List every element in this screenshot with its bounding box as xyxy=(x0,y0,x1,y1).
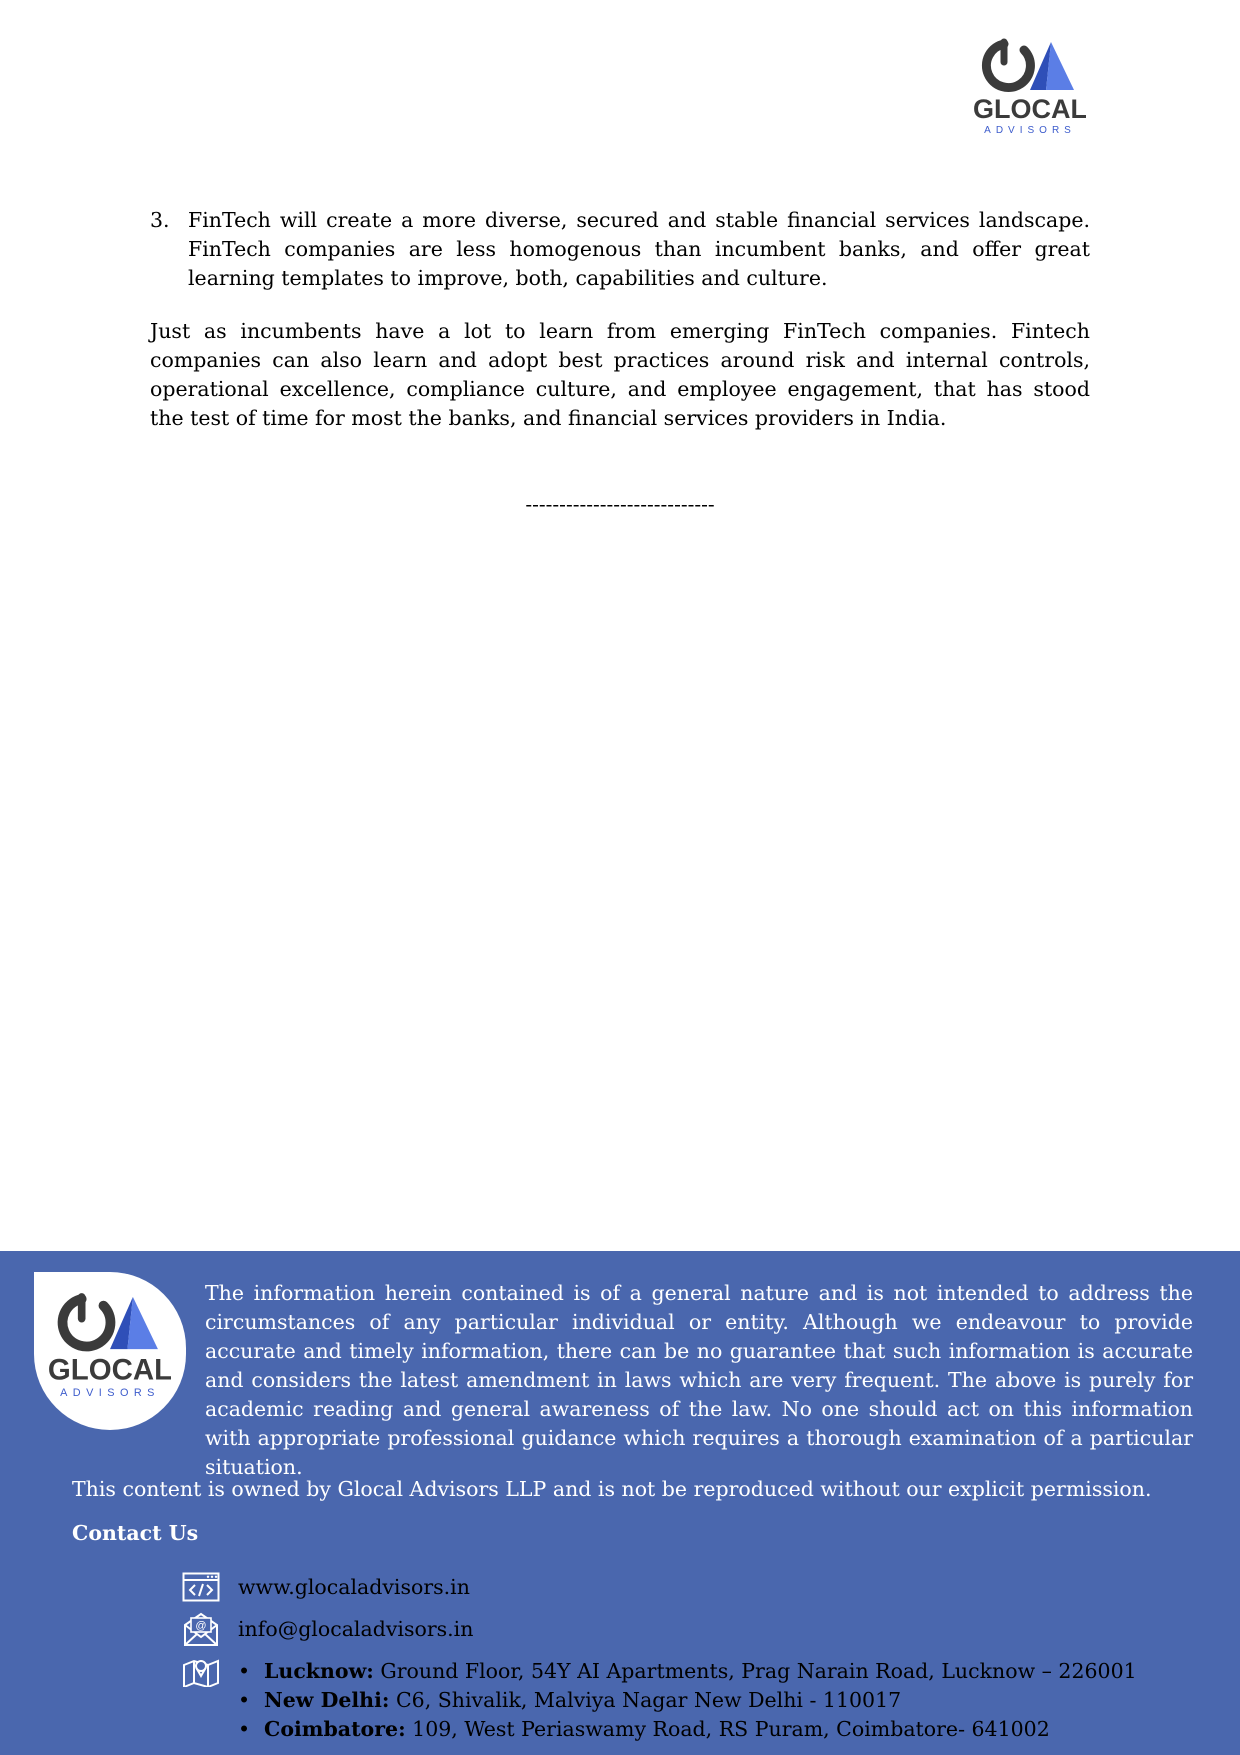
address-list xyxy=(238,1657,1137,1744)
office-address: 109, West Periaswamy Road, RS Puram, Coimbatore- 641002 xyxy=(412,1717,1050,1741)
svg-text:@: @ xyxy=(195,1620,207,1632)
ownership-notice: This content is owned by Glocal Advisors LLP and is not be reproduced without our explicit permission. xyxy=(72,1477,1152,1501)
website-link[interactable]: www.glocaladvisors.in xyxy=(238,1575,470,1599)
contact-heading: Contact Us xyxy=(72,1521,199,1545)
body-paragraph: Just as incumbents have a lot to learn from emerging FinTech companies. Fintech companies can also learn and adopt best practices around risk and internal controls, operational excellence, compliance culture, and employee engagement, that has stood the test of time for most the banks, and financial services providers in India. xyxy=(150,319,1090,430)
logo-tagline: ADVISORS xyxy=(60,1387,160,1400)
footer-logo-badge xyxy=(34,1272,186,1430)
office-city: New Delhi: xyxy=(264,1688,390,1712)
map-pin-icon xyxy=(182,1657,220,1691)
disclaimer-text: The information herein contained is of a general nature and is not intended to address the circumstances of any particular individual or entity. Although we endeavour to provide accurate and timely information, there can be no guarantee that such information is accurate and considers the latest amendment in laws which are very frequent. The above is purely for academic reading and general awareness of the law. No one should act on this information with appropriate professional guidance which requires a thorough examination of a particular situation. xyxy=(205,1281,1193,1479)
list-item: • Coimbatore: 109, West Periaswamy Road, RS Puram, Coimbatore- 641002 xyxy=(238,1717,1050,1741)
list-item-text: FinTech will create a more diverse, secured and stable financial services landscape. FinTech companies are less homogenous than incumbent banks, and offer great learning templates to improve, both, capabilities and culture. xyxy=(188,208,1090,290)
contact-email-row xyxy=(182,1612,473,1646)
office-addresses xyxy=(182,1657,1137,1744)
glocal-logo xyxy=(974,38,1086,138)
office-address: Ground Floor, 54Y AI Apartments, Prag Narain Road, Lucknow – 226001 xyxy=(380,1659,1137,1683)
glocal-logo xyxy=(49,1292,171,1402)
list-item-number: 3. xyxy=(150,208,170,232)
envelope-icon xyxy=(182,1612,220,1646)
document-body xyxy=(150,206,1090,433)
office-address: C6, Shivalik, Malviya Nagar New Delhi - 110017 xyxy=(395,1688,902,1712)
office-city: Lucknow: xyxy=(264,1659,374,1683)
logo-wordmark: GLOCAL xyxy=(49,1353,171,1387)
contact-website-row xyxy=(182,1570,470,1604)
section-divider: ---------------------------- xyxy=(525,492,715,516)
list-item: • New Delhi: C6, Shivalik, Malviya Nagar New Delhi - 110017 xyxy=(238,1688,902,1712)
logo-tagline: ADVISORS xyxy=(984,125,1076,136)
logo-wordmark: GLOCAL xyxy=(974,94,1086,124)
office-city: Coimbatore: xyxy=(264,1717,406,1741)
code-window-icon xyxy=(182,1570,220,1604)
list-item xyxy=(150,206,1090,293)
email-link[interactable]: info@glocaladvisors.in xyxy=(238,1617,474,1641)
list-item: • Lucknow: Ground Floor, 54Y AI Apartments, Prag Narain Road, Lucknow – 226001 xyxy=(238,1659,1137,1683)
